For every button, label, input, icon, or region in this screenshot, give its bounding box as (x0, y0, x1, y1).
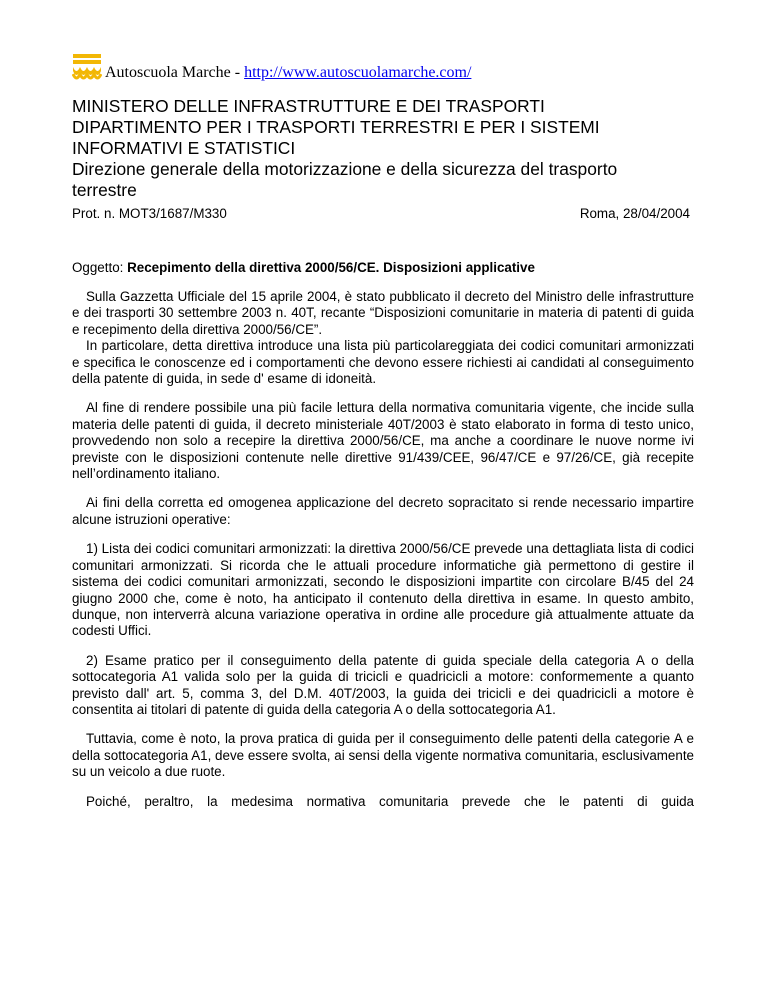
department-line: DIPARTIMENTO PER I TRASPORTI TERRESTRI E PER I SISTEMI (72, 117, 600, 137)
paragraph: 1) Lista dei codici comunitari armonizzati: la direttiva 2000/56/CE prevede una dettagliata lista di codici comunitari armonizzati. Si ricorda che le attuali procedure informatiche già permettono di gestire il sistema dei codici comunitari armonizzati, secondo le disposizioni impartite con circolare B/45 del 24 giugno 2000 che, come è noto, ha anticipato il contenuto della direttiva in esame. In questo ambito, dunque, non interverrà alcuna variazione operativa in ordine alle procedure già attualmente attuate da codesti Uffici. (72, 541, 694, 639)
letter-body (72, 289, 694, 810)
site-header (72, 52, 471, 82)
protocol-row (72, 206, 690, 222)
directorate-line: Direzione generale della motorizzazione e della sicurezza del trasporto (72, 159, 618, 179)
paragraph: 2) Esame pratico per il conseguimento della patente di guida speciale della categoria A o della sottocategoria A1 valida solo per la guida di tricicli e quadricicli a motore: conformemente a quanto previsto dall' art. 5, comma 3, del D.M. 40T/2003, la guida dei tricicli e dei quadricicli a motore è consentita ai titolari di patente di guida della categoria A o della sottocategoria A1. (72, 652, 694, 717)
brand-link[interactable]: http://www.autoscuolamarche.com/ (244, 64, 472, 81)
ministry-line: MINISTERO DELLE INFRASTRUTTURE E DEI TRASPORTI (72, 96, 545, 116)
paragraph: Tuttavia, come è noto, la prova pratica di guida per il conseguimento delle patenti della categorie A e della sottocategoria A1, deve essere svolta, ai sensi della vigente normativa comunitaria, esclusivamente su un veicolo a due ruote. (72, 731, 694, 780)
paragraph: Ai fini della corretta ed omogenea applicazione del decreto sopracitato si rende necessario impartire alcune istruzioni operative: (72, 495, 694, 527)
paragraph: In particolare, detta direttiva introduce una lista più particolareggiata dei codici comunitari armonizzati e specifica le conoscenze ed i comportamenti che devono essere richiesti ai candidati al conseguimento della patente di guida, in sede d' esame di idoneità. (72, 338, 694, 387)
ministry-heading (72, 96, 712, 201)
paragraph: Sulla Gazzetta Ufficiale del 15 aprile 2004, è stato pubblicato il decreto del Ministro delle infrastrutture e dei trasporti 30 settembre 2003 n. 40T, recante “Disposizioni comunitarie in materia di patenti di guida e recepimento della direttiva 2000/56/CE”. (72, 289, 694, 337)
site-brand (105, 64, 471, 82)
subject-label: Oggetto: (72, 260, 128, 275)
department-line-cont: INFORMATIVI E STATISTICI (72, 138, 296, 158)
directorate-line-cont: terrestre (72, 180, 137, 200)
protocol-number: Prot. n. MOT3/1687/M330 (72, 206, 227, 221)
subject-line (72, 260, 712, 276)
subject-title: Recepimento della direttiva 2000/56/CE. Disposizioni applicative (127, 260, 535, 275)
place-date: Roma, 28/04/2004 (579, 206, 690, 221)
paragraph: Poiché, peraltro, la medesima normativa comunitaria prevede che le patenti di guida (86, 793, 694, 809)
autoscuola-logo-icon (72, 52, 102, 82)
paragraph: Al fine di rendere possibile una più facile lettura della normativa comunitaria vigente, che incide sulla materia delle patenti di guida, il decreto ministeriale 40T/2003 è stato elaborato in forma di testo unico, provvedendo non solo a recepire la direttiva 2000/56/CE, ma anche a coordinare le nuove norme ivi previste con le disposizioni contenute nelle direttive 91/439/CEE, 96/47/CE e 97/26/CE, già recepite nell’ordinamento italiano. (72, 400, 694, 482)
brand-name: Autoscuola Marche - (105, 64, 245, 81)
